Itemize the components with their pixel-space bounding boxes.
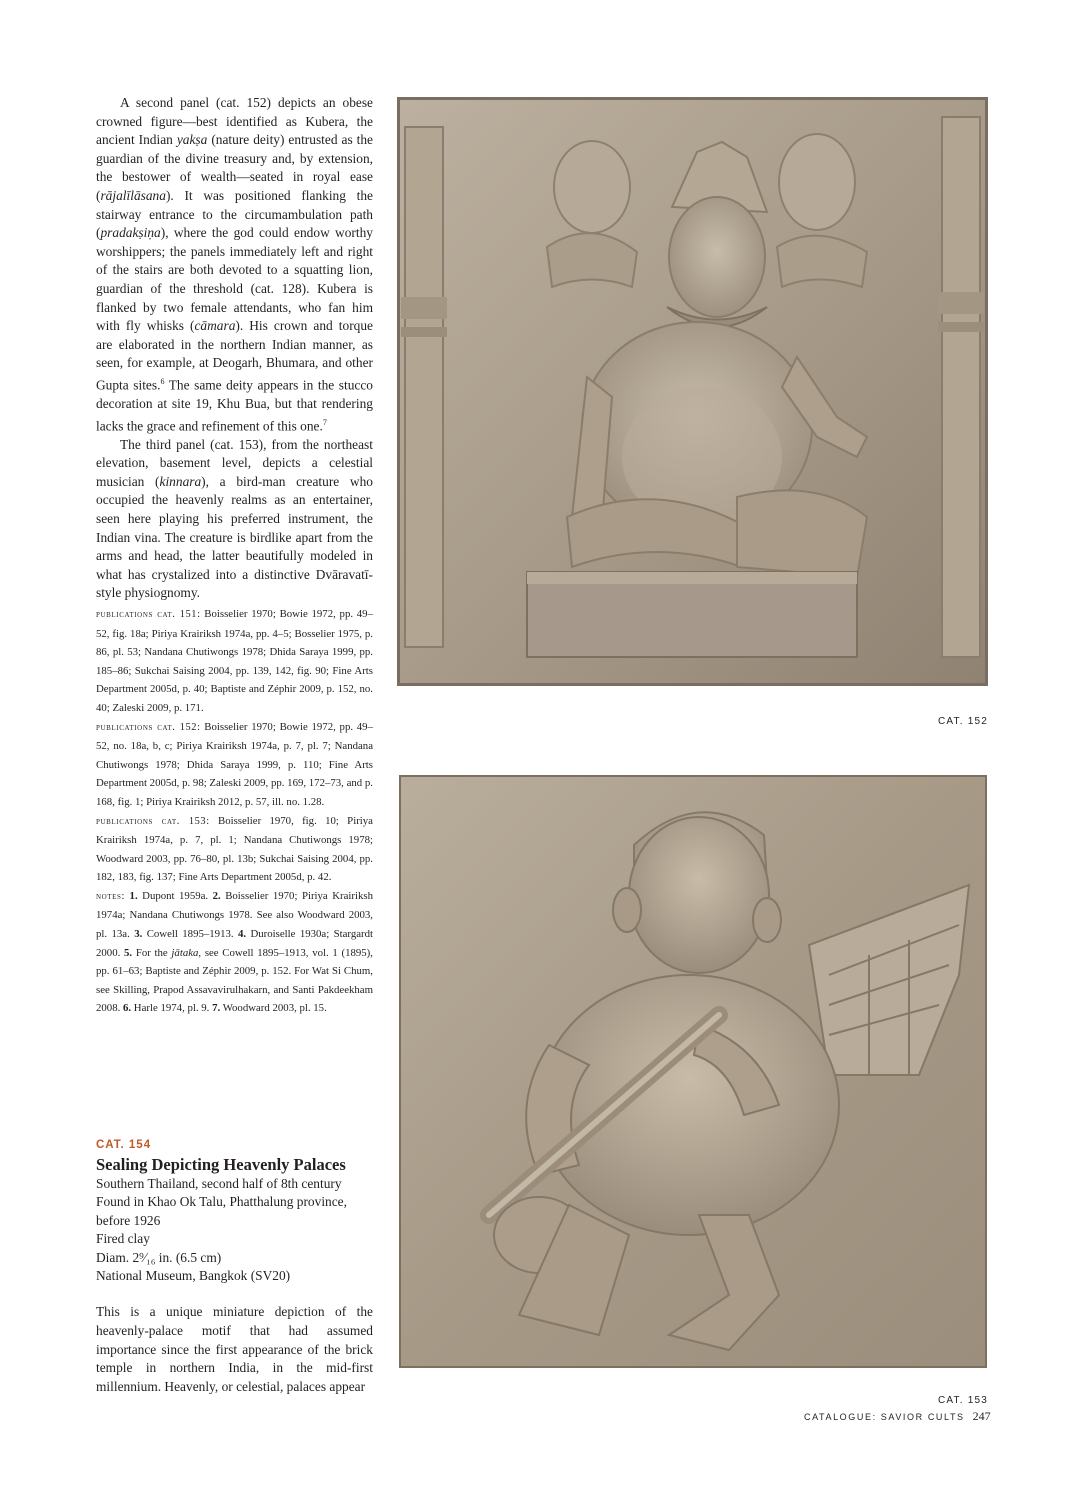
publications-cat-153: publications cat. 153: Boisselier 1970, fig. 10; Piriya Krairiksh 1974a, p. 7, pl. 1; Nandana Chutiwongs 1978; Woodward 2003, pp. 76–80, pl. 13b; Sukchai Saising 2004, pp. 182, 183, fig. 137; Fine Arts Department 2005d, p. 42.: [96, 814, 373, 884]
paragraph-kinnara: The third panel (cat. 153), from the northeast elevation, basement level, depicts a celestial musician (kinnara), a bird-man creature who occupied the heavenly realms as an entertainer, seen here playing his preferred instrument, the Indian vina. The creature is birdlike apart from the arms and head, the latter beautifully modeled in what has crystalized into a distinctive Dvāravatī-style physiognomy.: [96, 436, 373, 601]
cat-154-collection: National Museum, Bangkok (SV20): [96, 1268, 291, 1284]
cat-154-dimensions: Diam. 2⁹⁄₁₆ in. (6.5 cm): [96, 1249, 222, 1265]
caption-cat-153: CAT. 153: [938, 1395, 988, 1406]
left-text-column: [96, 94, 373, 1018]
running-footer: [804, 1409, 991, 1424]
cat-154-body: This is a unique miniature depiction of the heavenly-palace motif that had assumed importance since the first appearance of the brick temple in northern India, in the mid-first millennium. Heavenly, or celestial, palaces appear: [96, 1304, 373, 1394]
cat-154-material: Fired clay: [96, 1231, 150, 1247]
kubera-relief-photo: [397, 97, 988, 686]
page-number: 247: [972, 1409, 991, 1423]
caption-cat-152: CAT. 152: [938, 716, 988, 727]
footnote-ref-7[interactable]: 7: [322, 417, 327, 427]
publications-block: [96, 605, 373, 1018]
cat-154-findspot: Found in Khao Ok Talu, Phatthalung province, before 1926: [96, 1194, 347, 1228]
paragraph-kubera: A second panel (cat. 152) depicts an obese crowned figure—best identified as Kubera, the ancient Indian yakṣa (nature deity) entrusted as the guardian of the divine treasury and, by extension, the bestower of wealth—seated in royal ease (rājalīlāsana). It was positioned flanking the stairway entrance to the circumambulation path (pradakṣiṇa), where the god could endow worthy worshippers; the panels immediately left and right of the stairs are both devoted to a squatting lion, guardian of the threshold (cat. 128). Kubera is flanked by two female attendants, who fan him with fly whisks (cāmara). His crown and torque are elaborated in the northern Indian manner, as seen, for example, at Deogarh, Bhumara, and other Gupta sites.$^6$ The same deity appears in the stucco decoration at site 19, Khu Bua, but that rendering lacks the grace and refinement of this one.$^7$: [96, 95, 373, 434]
cat-154-title: Sealing Depicting Heavenly Palaces: [96, 1155, 346, 1174]
cat-154-entry: [96, 1138, 373, 1396]
section-title: CATALOGUE: SAVIOR CULTS: [804, 1412, 965, 1422]
kubera-relief-image: [397, 97, 988, 686]
cat-154-number: CAT. 154: [96, 1139, 152, 1151]
notes: notes: 1. Dupont 1959a. 2. Boisselier 1970; Piriya Krairiksh 1974a; Nandana Chutiwongs 1978. See also Woodward 2003, pl. 13a. 3. Cowell 1895–1913. 4. Duroiselle 1930a; Stargardt 2000. 5. For the jātaka, see Cowell 1895–1913, vol. 1 (1895), pp. 61–63; Baptiste and Zéphir 2009, p. 152. For Wat Si Chum, see Skilling, Prapod Assavavirulhakarn, and Santi Pakdeekham 2008. 6. Harle 1974, pl. 9. 7. Woodward 2003, pl. 15.: [96, 889, 374, 1015]
publications-cat-152: publications cat. 152: Boisselier 1970; Bowie 1972, pp. 49–52, no. 18a, b, c; Piriya Krairiksh 1974a, p. 7, pl. 7; Nandana Chutiwongs 1978; Dhida Saraya 1999, p. 110; Fine Arts Department 2005d, p. 98; Zaleski 2009, pp. 169, 172–73, and p. 168, fig. 1; Piriya Krairiksh 2012, p. 57, ill. no. 1.28.: [96, 720, 373, 808]
publications-cat-151: publications cat. 151: Boisselier 1970; Bowie 1972, pp. 49–52, fig. 18a; Piriya Krairiksh 1974a, pp. 4–5; Bosselier 1975, p. 86, pl. 53; Nandana Chutiwongs 1978; Dhida Saraya 1999, pp. 185–86; Sukchai Saising 2004, pp. 139, 142, fig. 90; Fine Arts Department 2005d, p. 40; Baptiste and Zéphir 2009, p. 152, no. 40; Zaleski 2009, p. 171.: [96, 607, 373, 714]
kinnara-relief-image: [399, 775, 987, 1368]
kinnara-relief-photo: [399, 775, 987, 1368]
footnote-ref-6[interactable]: 6: [160, 376, 165, 386]
cat-154-origin: Southern Thailand, second half of 8th century: [96, 1176, 342, 1191]
